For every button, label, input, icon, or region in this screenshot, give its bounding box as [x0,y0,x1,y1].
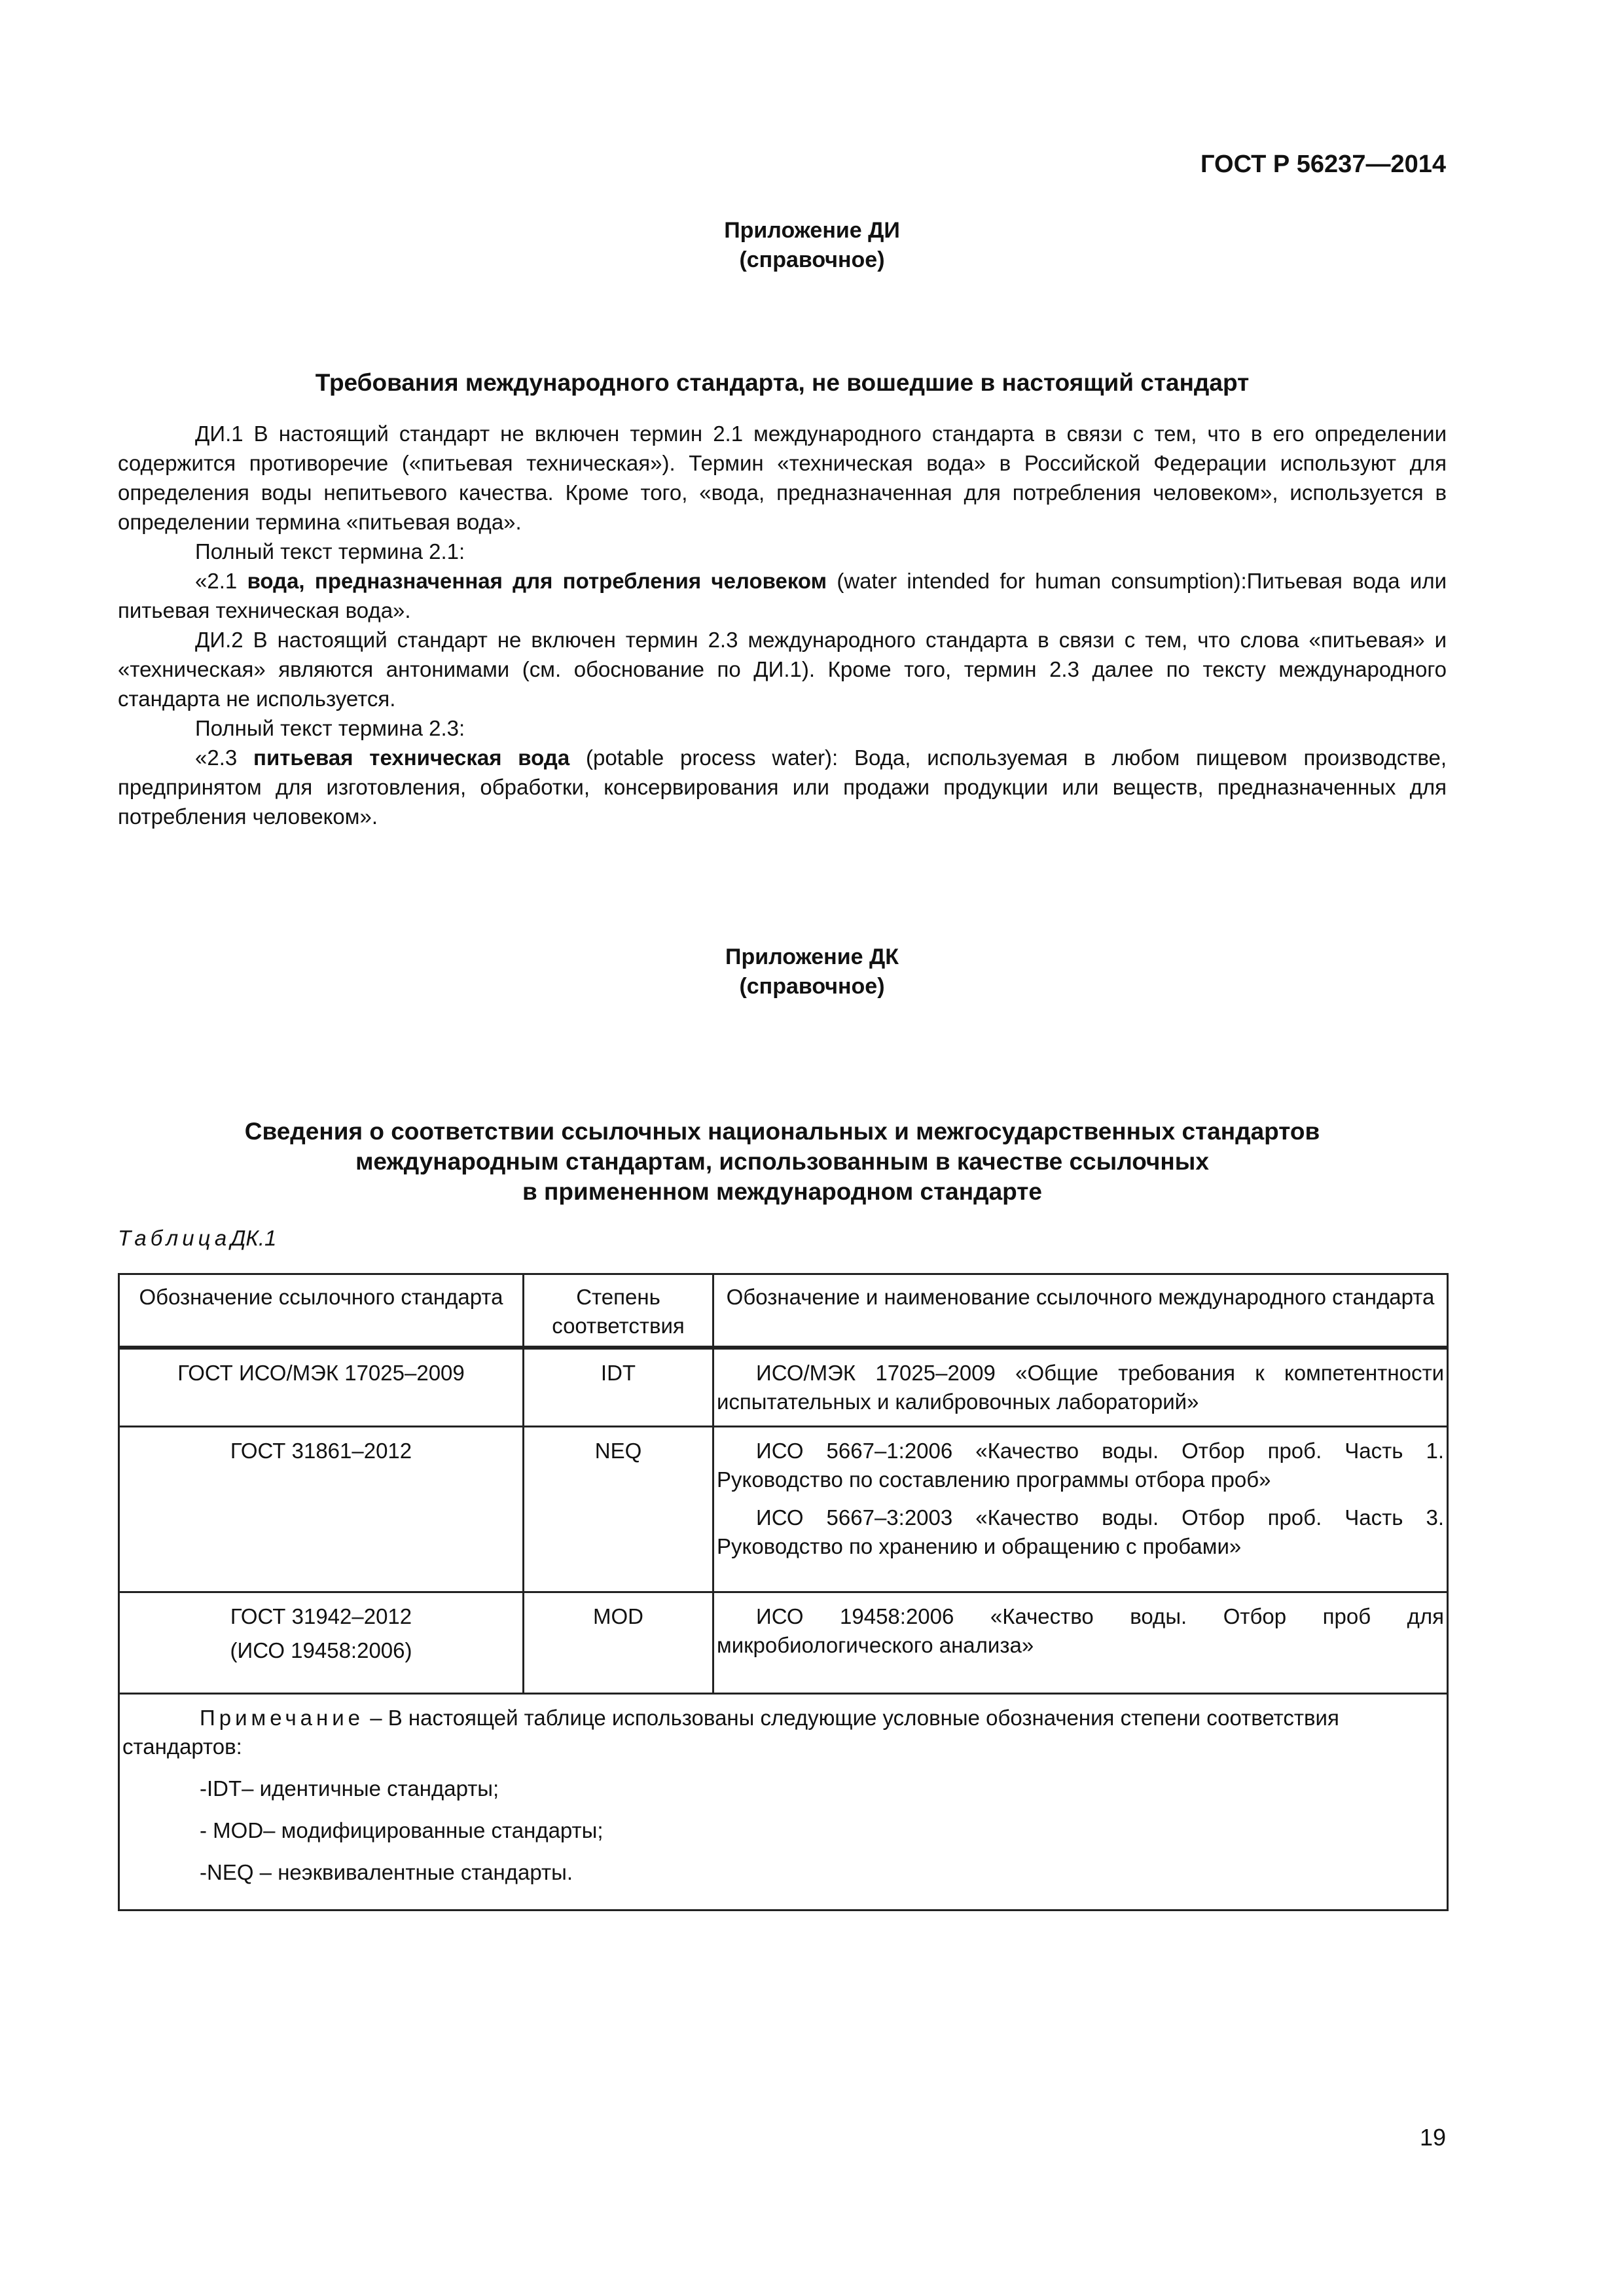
annex-dk-heading [118,1117,1447,1207]
reference-standard-code: ГОСТ ИСО/МЭК 17025–2009 [177,1361,465,1385]
annex-dk-title: Приложение ДК [725,944,899,969]
standard-number: ГОСТ Р 56237—2014 [1200,151,1446,178]
table-row [119,1427,1448,1592]
table-caption-word: Таблица [118,1226,231,1250]
cell-international-standard [713,1592,1448,1694]
annex-dk-header [0,942,1624,1001]
page-number: 19 [1419,2124,1446,2151]
table-row [119,1348,1448,1427]
term21-prefix: «2.1 [195,569,247,593]
note-label: Примечание [200,1706,365,1730]
cell-degree: MOD [524,1592,713,1694]
note-item: -IDT– идентичные стандарты; [200,1776,499,1801]
cell-reference-standard [119,1427,524,1592]
international-standard-entry: ИСО/МЭК 17025–2009 «Общие требования к компетентности испытательных и калибровочных лабораторий» [717,1361,1444,1414]
note-intro [122,1704,1444,1761]
international-standard-entry: ИСО 5667–1:2006 «Качество воды. Отбор проб. Часть 1. Руководство по составлению программы отбора проб» [717,1439,1444,1492]
paragraph-term23 [118,743,1447,831]
term23-rest: (potable process water): Вода, используемая в любом пищевом производстве, предпринятом для изготовления, обработки, консервирования или продажи продукции или веществ, предназначенных для потребления человеком». [118,745,1447,829]
cell-reference-standard [119,1592,524,1694]
paragraph-di1: ДИ.1 В настоящий стандарт не включен термин 2.1 международного стандарта в связи с тем, что в его определении содержится противоречие («питьевая техническая»). Термин «техническая вода» в Российской Федерации используют для определения воды непитьевого качества. Кроме того, «вода, предназначенная для потребления человеком», используется в определении термина «питьевая вода». [118,422,1447,534]
reference-standard-iso: (ИСО 19458:2006) [230,1638,412,1662]
annex-dk-type: (справочное) [739,974,885,999]
cell-degree: NEQ [524,1427,713,1592]
cell-international-standard [713,1348,1448,1427]
reference-standards-table [118,1273,1449,1911]
table-caption-number: ДК.1 [230,1226,277,1250]
table-row [119,1592,1448,1694]
paragraph-term23-label: Полный текст термина 2.3: [195,716,465,740]
header-degree: Степень соответствия [524,1274,713,1348]
cell-reference-standard [119,1348,524,1427]
table-header-row [119,1274,1448,1348]
paragraph-term21-label: Полный текст термина 2.1: [195,539,465,564]
annex-dk-heading-line1: Сведения о соответствии ссылочных национальных и межгосударственных стандартов [244,1118,1320,1145]
term23-name: питьевая техническая вода [253,745,570,770]
note-item: -NEQ – неэквивалентные стандарты. [200,1860,573,1884]
header-reference-standard: Обозначение ссылочного стандарта [119,1274,524,1348]
table-caption [118,1226,276,1251]
term21-name: вода, предназначенная для потребления человеком [247,569,827,593]
annex-di-title: Приложение ДИ [724,218,900,243]
annex-di-type: (справочное) [739,247,885,272]
reference-standard-code: ГОСТ 31942–2012 [230,1604,412,1628]
annex-dk-heading-line2: международным стандартам, использованным в качестве ссылочных [355,1148,1209,1175]
table-note-row [119,1694,1448,1910]
reference-standard-code: ГОСТ 31861–2012 [230,1439,412,1463]
annex-di-header [0,216,1624,275]
note-item: - MOD– модифицированные стандарты; [200,1818,604,1842]
term23-prefix: «2.3 [195,745,254,770]
header-international-standard: Обозначение и наименование ссылочного международного стандарта [713,1274,1448,1348]
cell-degree: IDT [524,1348,713,1427]
international-standard-entry: ИСО 5667–3:2003 «Качество воды. Отбор проб. Часть 3. Руководство по хранению и обращению с пробами» [717,1505,1444,1558]
annex-di-heading: Требования международного стандарта, не вошедшие в настоящий стандарт [315,369,1250,396]
international-standard-entry: ИСО 19458:2006 «Качество воды. Отбор проб для микробиологического анализа» [717,1604,1444,1657]
table-note [119,1694,1448,1910]
annex-dk-heading-line3: в примененном международном стандарте [522,1178,1042,1205]
paragraph-di2: ДИ.2 В настоящий стандарт не включен термин 2.3 международного стандарта в связи с тем, что слова «питьевая» и «техническая» являются антонимами (см. обоснование по ДИ.1). Кроме того, термин 2.3 далее по тексту международного стандарта не используется. [118,628,1447,711]
term21-rest: (water intended for human consumption):Питьевая вода или питьевая техническая вода». [118,569,1447,622]
note-text: – В настоящей таблице использованы следующие условные обозначения степени соответствия стандартов: [122,1706,1339,1759]
annex-di-body [118,419,1447,831]
cell-international-standard [713,1427,1448,1592]
paragraph-term21 [118,566,1447,625]
